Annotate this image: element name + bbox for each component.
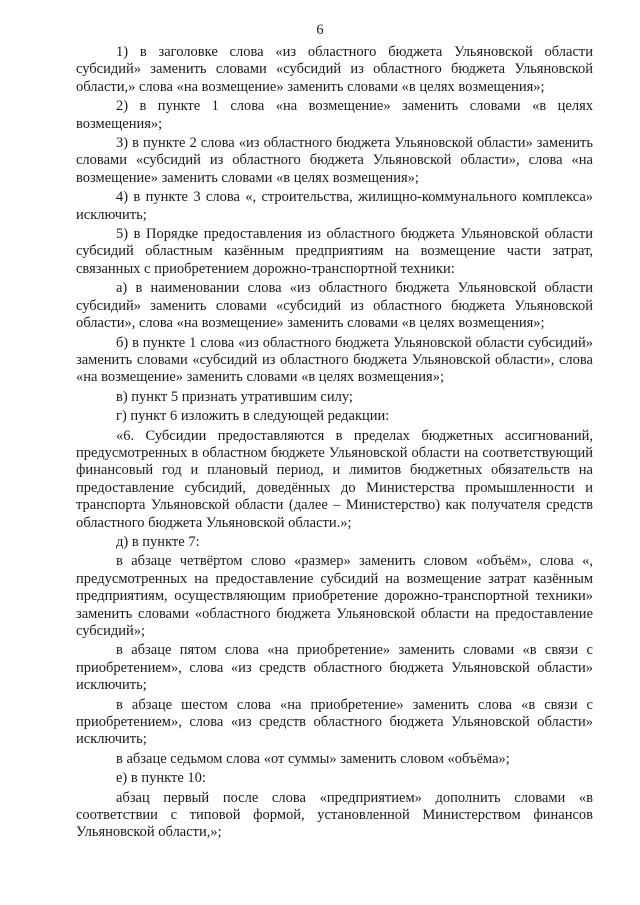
- paragraph-4: 4) в пункте 3 слова «, строительства, жилищно-коммунального комплекса» исключить;: [76, 189, 593, 223]
- paragraph-5: 5) в Порядке предоставления из областного бюджета Ульяновской области субсидий областным казённым предприятиям на возмещение части затрат, связанных с приобретением дорожно-транспортной техники:: [76, 226, 593, 277]
- document-body: [76, 44, 593, 844]
- paragraph-3: 3) в пункте 2 слова «из областного бюджета Ульяновской области» заменить словами «субсидий из областного бюджета Ульяновской области», слова «на возмещение» заменить словами «в целях возмещения»;: [76, 135, 593, 186]
- paragraph-5g: г) пункт 6 изложить в следующей редакции:: [116, 408, 390, 425]
- paragraph-5d: д) в пункте 7:: [116, 533, 200, 550]
- paragraph-quote-6: «6. Субсидии предоставляются в пределах бюджетных ассигнований, предусмотренных в областном бюджете Ульяновской области на соответствующий финансовый год и плановый период, и лимитов бюджетных обязательств на предоставление субсидий, доведённых до Министерства промышленности и транспорта Ульяновской области (далее – Министерство) как получателя средств областного бюджета Ульяновской области.»;: [76, 427, 593, 531]
- paragraph-abzac-5: в абзаце пятом слова «на приобретение» заменить словами «в связи с приобретением», слова «из средств областного бюджета Ульяновской области» исключить;: [76, 642, 593, 694]
- paragraph-abzac-4: в абзаце четвёртом слово «размер» заменить словом «объём», слова «, предусмотренных на предоставление субсидий на возмещение затрат казённым предприятиям, осуществляющим приобретение дорожно-транспортной техники» заменить словами «областного бюджета Ульяновской области на предоставление субсидий»;: [76, 553, 593, 639]
- paragraph-2: 2) в пункте 1 слова «на возмещение» заменить словами «в целях возмещения»;: [76, 98, 593, 132]
- paragraph-abzac-7: в абзаце седьмом слова «от суммы» заменить словом «объёма»;: [116, 750, 510, 767]
- paragraph-5b: б) в пункте 1 слова «из областного бюджета Ульяновской области субсидий» заменить словами «субсидий из областного бюджета Ульяновской области», слова «на возмещение» заменить словами «в целях возмещения»;: [76, 334, 593, 386]
- paragraph-abzac-1: абзац первый после слова «предприятием» дополнить словами «в соответствии с типовой формой, установленной Министерством финансов Ульяновской области,»;: [76, 789, 593, 841]
- paragraph-5v: в) пункт 5 признать утратившим силу;: [116, 388, 353, 405]
- page-number: 6: [316, 22, 324, 38]
- paragraph-1: 1) в заголовке слова «из областного бюджета Ульяновской области субсидий» заменить словами «субсидий из областного бюджета Ульяновской области,» слова «на возмещение» заменить словами «в целях возмещения»;: [76, 44, 593, 95]
- paragraph-5a: а) в наименовании слова «из областного бюджета Ульяновской области субсидий» заменить словами «субсидий из областного бюджета Ульяновской области», слова «на возмещение» заменить словами «в целях возмещения»;: [76, 280, 593, 332]
- paragraph-5e: е) в пункте 10:: [116, 770, 206, 787]
- paragraph-abzac-6: в абзаце шестом слова «на приобретение» заменить слова «в связи с приобретением», слова «из средств областного бюджета Ульяновской области» исключить;: [76, 696, 593, 748]
